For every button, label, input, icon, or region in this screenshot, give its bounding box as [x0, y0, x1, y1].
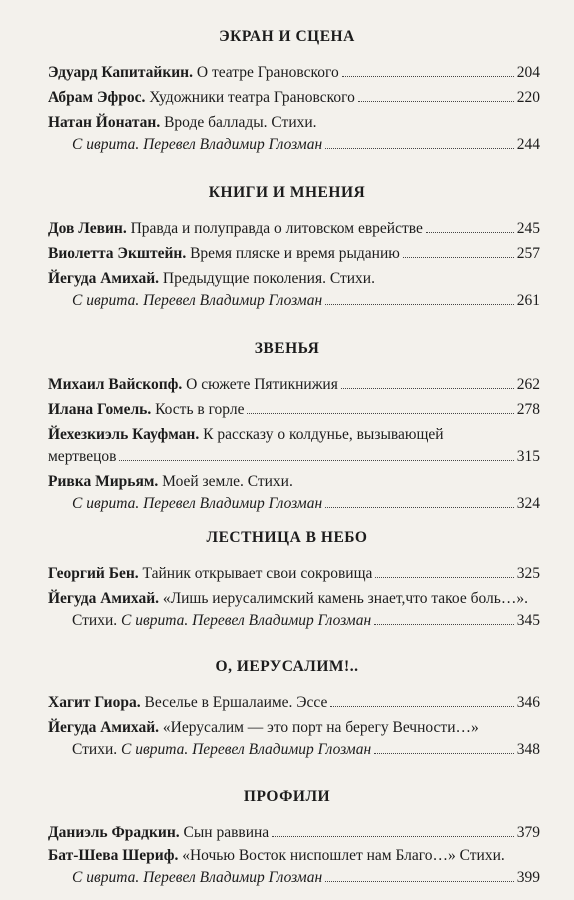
entry-author: Абрам Эфрос.	[48, 89, 146, 106]
leader-dots	[330, 706, 513, 707]
toc-entry	[48, 563, 540, 585]
entry-title: Предыдущие поколения. Стихи.	[162, 270, 375, 287]
entry-author: Йегуда Амихай.	[48, 270, 159, 287]
entry-author: Йегуда Амихай.	[48, 590, 159, 607]
leader-dots	[272, 836, 514, 837]
leader-dots	[341, 388, 514, 389]
section-heading: ПРОФИЛИ	[243, 788, 331, 805]
entry-title: Время пляске и время рыданию	[190, 245, 400, 262]
entry-title: «Ночью Восток ниспошлет нам Благо…» Стихи.	[182, 847, 505, 864]
entry-page: 262	[516, 376, 540, 393]
entry-translator: С иврита. Перевел Владимир Глозман	[72, 136, 323, 153]
entry-author: Михаил Вайскопф.	[48, 376, 183, 393]
entry-page: 346	[516, 694, 540, 711]
entry-title: Тайник открывает свои сокровища	[142, 565, 373, 582]
entry-author: Георгий Бен.	[48, 565, 139, 582]
leader-dots	[325, 507, 514, 508]
entry-title: О сюжете Пятикнижия	[186, 376, 338, 393]
entry-author: Йегуда Амихай.	[48, 719, 159, 736]
toc-entry	[48, 243, 540, 265]
toc-section	[0, 529, 574, 632]
toc-entry	[48, 692, 540, 714]
entry-page: 244	[516, 136, 540, 153]
entry-page: 324	[516, 495, 540, 512]
leader-dots	[325, 304, 514, 305]
entry-author: Натан Йонатан.	[48, 114, 161, 131]
entry-page: 315	[516, 448, 540, 465]
leader-dots	[247, 413, 513, 414]
entry-author: Илана Гомель.	[48, 401, 152, 418]
leader-dots	[119, 460, 513, 461]
leader-dots	[358, 101, 514, 102]
entry-author: Хагит Гиора.	[48, 694, 141, 711]
entry-translator: С иврита. Перевел Владимир Глозман	[72, 495, 323, 512]
entry-author: Ривка Мирьям.	[48, 473, 159, 490]
entry-translator: С иврита. Перевел Владимир Глозман	[72, 292, 323, 309]
toc-entry	[48, 374, 540, 396]
entry-author: Эдуард Капитайкин.	[48, 64, 193, 81]
entry-page: 220	[516, 89, 540, 106]
entry-author: Даниэль Фрадкин.	[48, 824, 180, 841]
entry-title: Моей земле. Стихи.	[162, 473, 293, 490]
toc-entry	[48, 87, 540, 109]
entry-title: Вроде баллады. Стихи.	[164, 114, 317, 131]
entry-author: Дов Левин.	[48, 220, 127, 237]
leader-dots	[403, 257, 514, 258]
entry-title: Кость в горле	[155, 401, 245, 418]
toc-entry	[48, 845, 540, 889]
entry-title: Сын раввина	[183, 824, 270, 841]
toc-entry	[48, 471, 540, 515]
section-heading: КНИГИ И МНЕНИЯ	[208, 184, 366, 201]
toc-section	[0, 184, 574, 312]
entry-page: 245	[516, 220, 540, 237]
toc-entry	[48, 62, 540, 84]
entry-page: 261	[516, 292, 540, 309]
entry-page: 278	[516, 401, 540, 418]
entry-page: 204	[516, 64, 540, 81]
entry-title: К рассказу о колдунье, вызывающей	[203, 426, 444, 443]
entry-title: Правда и полуправда о литовском еврействе	[130, 220, 423, 237]
entry-title: Веселье в Ершалаиме. Эссе	[144, 694, 328, 711]
leader-dots	[374, 624, 514, 625]
entry-translator: С иврита. Перевел Владимир Глозман	[72, 869, 323, 886]
entry-page: 379	[516, 824, 540, 841]
entry-subtitle: Стихи.	[72, 612, 118, 629]
toc-section	[0, 28, 574, 156]
toc-entry	[48, 268, 540, 312]
entry-page: 257	[516, 245, 540, 262]
leader-dots	[375, 577, 513, 578]
entry-title: «Иерусалим — это порт на берегу Вечности…»	[162, 719, 479, 736]
entry-page: 399	[516, 869, 540, 886]
entry-title: «Лишь иерусалимский камень знает,что такое боль…».	[162, 590, 528, 607]
toc-section	[0, 788, 574, 889]
toc-section	[0, 658, 574, 761]
entry-author: Бат-Шева Шериф.	[48, 847, 179, 864]
entry-title: Художники театра Грановского	[149, 89, 355, 106]
toc-entry	[48, 399, 540, 421]
entry-translator: С иврита. Перевел Владимир Глозман	[121, 612, 372, 629]
toc-entry	[48, 822, 540, 844]
leader-dots	[325, 881, 514, 882]
section-heading: О, ИЕРУСАЛИМ!..	[215, 658, 359, 675]
entry-subtitle: Стихи.	[72, 741, 118, 758]
entry-page: 325	[516, 565, 540, 582]
entry-title: О театре Грановского	[196, 64, 339, 81]
toc-entry	[48, 424, 540, 468]
entry-author: Йехезкиэль Кауфман.	[48, 426, 200, 443]
leader-dots	[426, 232, 514, 233]
entry-translator: С иврита. Перевел Владимир Глозман	[121, 741, 372, 758]
leader-dots	[342, 76, 514, 77]
entry-author: Виолетта Экштейн.	[48, 245, 187, 262]
entry-title-continued: мертвецов	[48, 448, 117, 465]
toc-entry	[48, 588, 540, 632]
section-heading: ЗВЕНЬЯ	[254, 340, 320, 357]
entry-page: 348	[516, 741, 540, 758]
entry-page: 345	[516, 612, 540, 629]
toc-entry	[48, 717, 540, 761]
toc-entry	[48, 218, 540, 240]
section-heading: ЛЕСТНИЦА В НЕБО	[206, 529, 368, 546]
toc-entry	[48, 112, 540, 156]
toc-section	[0, 340, 574, 515]
section-heading: ЭКРАН И СЦЕНА	[219, 28, 355, 45]
leader-dots	[325, 148, 514, 149]
leader-dots	[374, 753, 514, 754]
